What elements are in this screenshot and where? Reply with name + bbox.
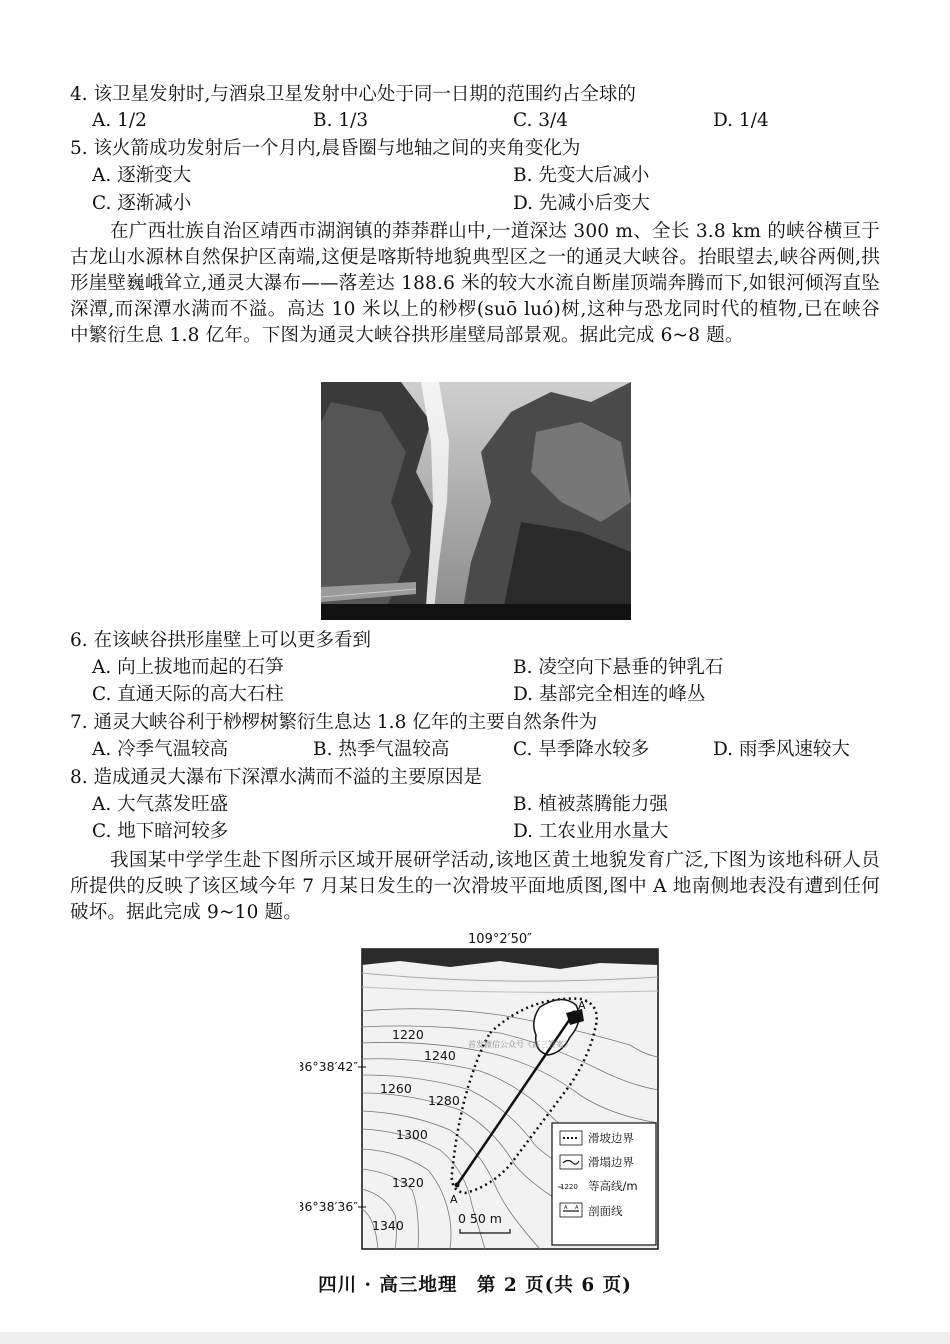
q8-option-d: D. 工农业用水量大	[513, 821, 669, 842]
q8-stem: 8. 造成通灵大瀑布下深潭水满而不溢的主要原因是	[70, 767, 483, 788]
bottom-strip	[0, 1332, 950, 1344]
contour-label-1320: 1320	[392, 1175, 424, 1190]
map-latitude-top: 36°38′42″	[300, 1059, 358, 1074]
map-latitude-bottom: 36°38′36″	[300, 1199, 358, 1214]
landslide-map	[300, 925, 680, 1260]
legend-contour-sample: 1220	[560, 1183, 578, 1191]
legend-landslide-boundary: 滑坡边界	[588, 1131, 634, 1145]
q7-option-b: B. 热季气温较高	[313, 739, 450, 760]
map-longitude-label: 109°2′50″	[468, 932, 532, 947]
q4-option-b: B. 1/3	[313, 110, 369, 131]
q6-stem: 6. 在该峡谷拱形崖壁上可以更多看到	[70, 630, 372, 651]
contour-label-1220: 1220	[392, 1027, 424, 1042]
q5-option-d: D. 先减小后变大	[513, 193, 650, 214]
q7-option-a: A. 冷季气温较高	[92, 739, 229, 760]
q4-option-d: D. 1/4	[713, 110, 769, 131]
legend-section-line: 剖面线	[588, 1204, 623, 1218]
contour-label-1340: 1340	[372, 1218, 404, 1233]
contour-label-1260: 1260	[380, 1081, 412, 1096]
page-footer: 四川 · 高三地理 第 2 页(共 6 页)	[318, 1275, 632, 1296]
svg-text:A: A	[564, 1205, 568, 1211]
passage-landslide: 我国某中学学生赴下图所示区域开展研学活动,该地区黄土地貌发育广泛,下图为该地科研人员所提供的反映了该区域今年 7 月某日发生的一次滑坡平面地质图,图中 A 地南侧地表没有遭到任何破坏。据此完成 9~10 题。	[70, 850, 880, 923]
map-point-a: A	[450, 1193, 458, 1206]
legend-contour: 等高线/m	[588, 1179, 638, 1193]
svg-text:A: A	[575, 1205, 579, 1211]
legend-collapse-boundary: 滑塌边界	[588, 1155, 634, 1169]
q6-option-a: A. 向上拔地而起的石笋	[92, 657, 284, 678]
canyon-photo	[321, 382, 631, 620]
q4-stem: 4. 该卫星发射时,与酒泉卫星发射中心处于同一日期的范围约占全球的	[70, 84, 636, 105]
map-legend	[552, 1123, 656, 1245]
canyon-image	[321, 382, 631, 620]
q4-option-a: A. 1/2	[92, 110, 147, 131]
q6-option-b: B. 凌空向下悬垂的钟乳石	[513, 657, 724, 678]
map-watermark: 首发微信公众号《高三答案》	[468, 1040, 572, 1049]
q8-option-a: A. 大气蒸发旺盛	[92, 794, 229, 815]
q5-option-b: B. 先变大后减小	[513, 165, 650, 186]
contour-label-1280: 1280	[428, 1093, 460, 1108]
map-point-a-prime: A′	[578, 999, 589, 1012]
q5-stem: 5. 该火箭成功发射后一个月内,晨昏圈与地轴之间的夹角变化为	[70, 138, 581, 159]
q5-option-a: A. 逐渐变大	[92, 165, 192, 186]
contour-label-1300: 1300	[396, 1127, 428, 1142]
q6-option-c: C. 直通天际的高大石柱	[92, 684, 284, 705]
q7-option-c: C. 旱季降水较多	[513, 739, 650, 760]
contour-label-1240: 1240	[424, 1048, 456, 1063]
q4-option-c: C. 3/4	[513, 110, 569, 131]
q8-option-b: B. 植被蒸腾能力强	[513, 794, 668, 815]
passage-tongling-canyon: 在广西壮族自治区靖西市湖润镇的莽莽群山中,一道深达 300 m、全长 3.8 km 的峡谷横亘于古龙山水源林自然保护区南端,这便是喀斯特地貌典型区之一的通灵大峡谷。抬眼望去,峡谷两侧,拱形崖壁巍峨耸立,通灵大瀑布——落差达 188.6 米的较大水流自断崖顶端奔腾而下,如银河倾泻直坠深潭,而深潭水满而不溢。高达 10 米以上的桫椤(suō luó)树,这种与恐龙同时代的植物,已在峡谷中繁衍生息 1.8 亿年。下图为通灵大峡谷拱形崖壁局部景观。据此完成 6~8 题。	[70, 221, 880, 346]
q5-option-c: C. 逐渐减小	[92, 193, 192, 214]
q7-option-d: D. 雨季风速较大	[713, 739, 850, 760]
q8-option-c: C. 地下暗河较多	[92, 821, 229, 842]
map-scale-label: 0 50 m	[458, 1211, 502, 1226]
q6-option-d: D. 基部完全相连的峰丛	[513, 684, 706, 705]
q7-stem: 7. 通灵大峡谷利于桫椤树繁衍生息达 1.8 亿年的主要自然条件为	[70, 712, 598, 733]
